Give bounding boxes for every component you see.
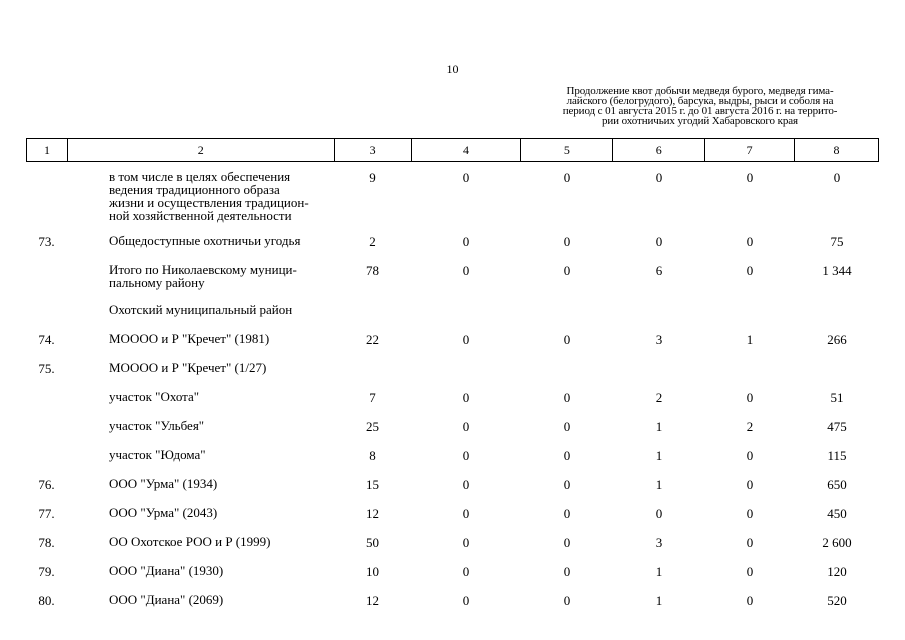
cell-c7: 0 xyxy=(746,170,754,185)
row-name-line: ООО "Урма" (1934) xyxy=(109,476,218,491)
cell-c7: 0 xyxy=(746,535,754,550)
row-name xyxy=(67,168,334,232)
column-header-table xyxy=(26,138,879,162)
cell-c7: 1 xyxy=(746,332,754,347)
cell-c7: 2 xyxy=(746,419,754,434)
cell-c3: 2 xyxy=(369,234,376,249)
table-row xyxy=(26,301,879,330)
table-row xyxy=(26,168,879,232)
row-number: 80. xyxy=(38,593,55,608)
quota-table xyxy=(26,168,879,620)
row-name xyxy=(67,562,334,591)
row-name-line: ной хозяйственной деятельности xyxy=(109,208,292,223)
cell-c4: 0 xyxy=(462,170,470,185)
row-name-line: Общедоступные охотничьи угодья xyxy=(109,233,301,248)
table-row xyxy=(26,533,879,562)
cell-c5: 0 xyxy=(563,535,571,550)
cell-c3 xyxy=(334,359,411,388)
cell-c4: 0 xyxy=(462,263,470,278)
cell-c3: 25 xyxy=(366,419,379,434)
cell-c4 xyxy=(411,359,521,388)
cell-c6: 6 xyxy=(655,263,663,278)
cell-c3: 12 xyxy=(366,506,379,521)
page-number: 10 xyxy=(446,62,459,76)
cell-c3: 78 xyxy=(366,263,379,278)
cell-c4: 0 xyxy=(462,593,470,608)
row-name xyxy=(67,232,334,261)
cell-c6: 0 xyxy=(655,506,663,521)
cell-c7 xyxy=(705,301,795,330)
cell-c5: 0 xyxy=(563,419,571,434)
row-name-line: в том числе в целях обеспечения xyxy=(109,169,291,184)
cell-c5: 0 xyxy=(563,477,571,492)
row-name-line: пальному району xyxy=(109,275,205,290)
column-header: 8 xyxy=(795,139,879,162)
row-name-line: участок "Ульбея" xyxy=(109,418,205,433)
row-number xyxy=(26,388,67,417)
cell-c8: 266 xyxy=(827,332,847,347)
cell-c8: 475 xyxy=(827,419,847,434)
row-name-line: ОО Охотское РОО и Р (1999) xyxy=(109,534,271,549)
table-row xyxy=(26,591,879,620)
cell-c6 xyxy=(613,359,705,388)
row-name-line: Охотский муниципальный район xyxy=(109,302,293,317)
row-number xyxy=(26,261,67,301)
column-header: 4 xyxy=(411,139,521,162)
table-row xyxy=(26,417,879,446)
table-row xyxy=(26,475,879,504)
cell-c8 xyxy=(795,301,879,330)
row-number: 76. xyxy=(38,477,55,492)
cell-c5: 0 xyxy=(563,564,571,579)
row-name xyxy=(67,591,334,620)
cell-c3: 15 xyxy=(366,477,379,492)
cell-c4: 0 xyxy=(462,506,470,521)
row-number: 75. xyxy=(38,361,55,376)
row-name-line: участок "Юдома" xyxy=(109,447,206,462)
table-row xyxy=(26,261,879,301)
cell-c4: 0 xyxy=(462,535,470,550)
cell-c6: 1 xyxy=(655,477,663,492)
table-row xyxy=(26,359,879,388)
column-header: 5 xyxy=(521,139,613,162)
cell-c3: 10 xyxy=(366,564,379,579)
table-caption xyxy=(520,86,880,126)
cell-c4: 0 xyxy=(462,332,470,347)
cell-c4: 0 xyxy=(462,477,470,492)
row-name xyxy=(67,417,334,446)
row-name xyxy=(67,330,334,359)
cell-c3: 9 xyxy=(369,170,376,185)
table-row xyxy=(26,330,879,359)
table-row xyxy=(26,446,879,475)
cell-c8: 450 xyxy=(827,506,847,521)
row-name-line: ООО "Урма" (2043) xyxy=(109,505,218,520)
row-name-line: ведения традиционного образа xyxy=(109,182,280,197)
caption-line: лайского (белогрудого), барсука, выдры, рыси и соболя на xyxy=(566,95,834,107)
row-number xyxy=(26,301,67,330)
table-row xyxy=(26,562,879,591)
cell-c7: 0 xyxy=(746,477,754,492)
cell-c3: 8 xyxy=(369,448,376,463)
cell-c6: 0 xyxy=(655,234,663,249)
cell-c5 xyxy=(521,301,613,330)
cell-c8: 0 xyxy=(833,170,841,185)
cell-c4: 0 xyxy=(462,234,470,249)
caption-line: период с 01 августа 2015 г. до 01 августа 2016 г. на террито- xyxy=(562,105,838,117)
row-name xyxy=(67,359,334,388)
cell-c8: 115 xyxy=(827,448,847,463)
row-number: 78. xyxy=(38,535,55,550)
table-row xyxy=(26,388,879,417)
cell-c6: 0 xyxy=(655,170,663,185)
cell-c3: 22 xyxy=(366,332,379,347)
caption-line: Продолжение квот добычи медведя бурого, медведя гима- xyxy=(566,85,834,97)
cell-c4 xyxy=(411,301,521,330)
cell-c5: 0 xyxy=(563,593,571,608)
cell-c5 xyxy=(521,359,613,388)
row-number xyxy=(26,446,67,475)
row-name xyxy=(67,446,334,475)
cell-c6: 2 xyxy=(655,390,663,405)
cell-c8: 1 344 xyxy=(822,263,852,278)
row-number: 79. xyxy=(38,564,55,579)
column-header: 1 xyxy=(27,139,68,162)
cell-c6: 1 xyxy=(655,419,663,434)
cell-c8 xyxy=(795,359,879,388)
cell-c5: 0 xyxy=(563,332,571,347)
row-name xyxy=(67,475,334,504)
row-number xyxy=(26,417,67,446)
cell-c7: 0 xyxy=(746,234,754,249)
column-header: 7 xyxy=(705,139,795,162)
cell-c7 xyxy=(705,359,795,388)
cell-c8: 51 xyxy=(830,390,844,405)
row-number: 74. xyxy=(38,332,55,347)
row-name-line: Итого по Николаевскому муници- xyxy=(109,262,297,277)
row-name-line: ООО "Диана" (2069) xyxy=(109,592,224,607)
cell-c7: 0 xyxy=(746,506,754,521)
cell-c7: 0 xyxy=(746,564,754,579)
row-name-line: ООО "Диана" (1930) xyxy=(109,563,224,578)
row-name xyxy=(67,388,334,417)
row-name-line: участок "Охота" xyxy=(109,389,200,404)
row-name xyxy=(67,533,334,562)
cell-c5: 0 xyxy=(563,234,571,249)
row-name-line: МОООО и Р "Кречет" (1981) xyxy=(109,331,270,346)
column-header-row xyxy=(27,139,879,162)
cell-c3 xyxy=(334,301,411,330)
row-name xyxy=(67,504,334,533)
cell-c4: 0 xyxy=(462,390,470,405)
cell-c8: 650 xyxy=(827,477,847,492)
cell-c5: 0 xyxy=(563,390,571,405)
cell-c6: 1 xyxy=(655,448,663,463)
cell-c8: 120 xyxy=(827,564,847,579)
column-header: 6 xyxy=(613,139,705,162)
cell-c8: 2 600 xyxy=(822,535,852,550)
cell-c4: 0 xyxy=(462,419,470,434)
row-name-line: жизни и осуществления традицион- xyxy=(109,195,309,210)
cell-c6 xyxy=(613,301,705,330)
row-name xyxy=(67,301,334,330)
cell-c5: 0 xyxy=(563,448,571,463)
row-name-line: МОООО и Р "Кречет" (1/27) xyxy=(109,360,267,375)
cell-c6: 1 xyxy=(655,564,663,579)
cell-c5: 0 xyxy=(563,263,571,278)
cell-c4: 0 xyxy=(462,448,470,463)
cell-c6: 3 xyxy=(655,332,663,347)
row-number xyxy=(26,168,67,232)
cell-c7: 0 xyxy=(746,448,754,463)
table-row xyxy=(26,232,879,261)
cell-c5: 0 xyxy=(563,506,571,521)
cell-c7: 0 xyxy=(746,263,754,278)
caption-line: рии охотничьих угодий Хабаровского края xyxy=(602,115,798,127)
cell-c3: 12 xyxy=(366,593,379,608)
cell-c8: 75 xyxy=(830,234,844,249)
cell-c4: 0 xyxy=(462,564,470,579)
cell-c3: 7 xyxy=(369,390,376,405)
column-header: 2 xyxy=(67,139,334,162)
row-number: 73. xyxy=(38,234,55,249)
cell-c6: 1 xyxy=(655,593,663,608)
cell-c8: 520 xyxy=(827,593,847,608)
cell-c6: 3 xyxy=(655,535,663,550)
column-header: 3 xyxy=(334,139,411,162)
row-name xyxy=(67,261,334,301)
cell-c5: 0 xyxy=(563,170,571,185)
cell-c7: 0 xyxy=(746,390,754,405)
cell-c3: 50 xyxy=(366,535,379,550)
cell-c7: 0 xyxy=(746,593,754,608)
row-number: 77. xyxy=(38,506,55,521)
table-row xyxy=(26,504,879,533)
